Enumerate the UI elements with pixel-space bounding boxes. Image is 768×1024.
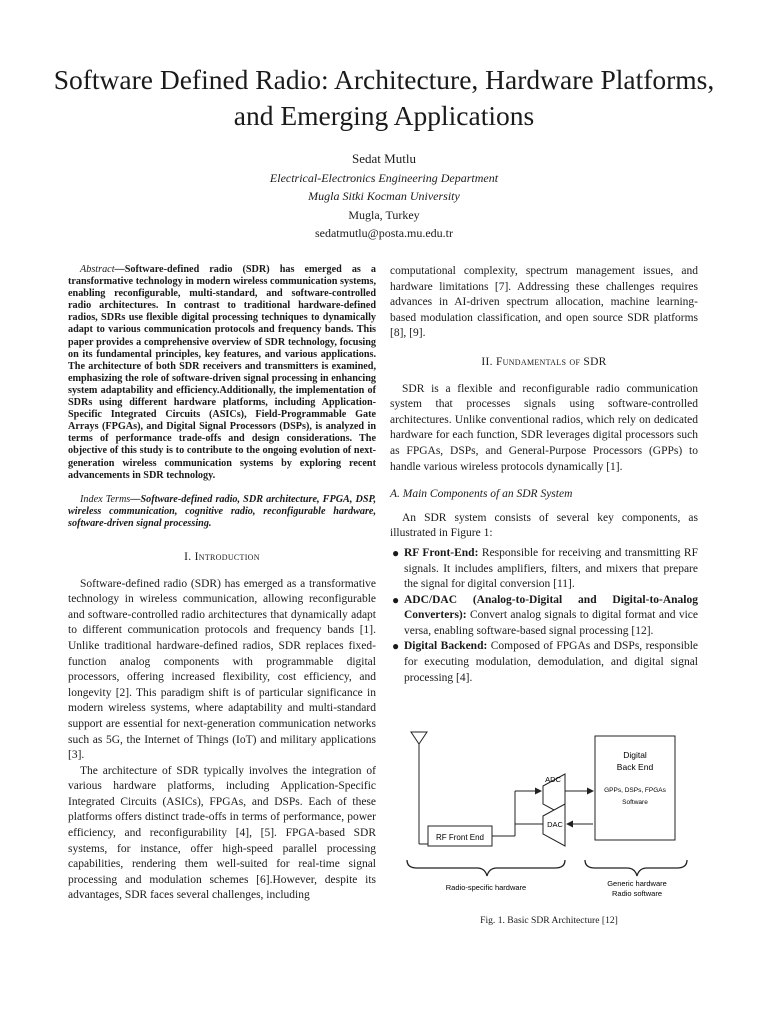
author-email: sedatmutlu@posta.mu.edu.tr <box>314 226 454 241</box>
left-column <box>68 264 376 904</box>
digital-label: Digital <box>623 750 647 760</box>
intro-paragraph-2: The architecture of SDR typically involves the integration of various hardware platforms, including Application-Specific Integrated Circuits (ASICs), FPGAs, and DSPs. Each of these platforms offers distinct trade-offs in terms of performance, power efficiency, and reconfigurability [4], [5]. FPGA-based SDR systems, for instance, offer high-speed parallel processing capabilities, rendering them well-suited for real-time signal processing and modulation schemes [6].However, despite its advantages, SDR faces several challenges, including <box>68 764 376 902</box>
radio-specific-hardware-label: Radio-specific hardware <box>445 883 527 892</box>
radio-specific-brace <box>407 860 565 876</box>
intro-paragraph-2-continued: computational complexity, spectrum management issues, and hardware limitations [7]. Addressing these challenges requires advances in AI-driven spectrum allocation, machine learning-based modulation classification, and open source SDR platforms [8], [9]. <box>390 265 698 340</box>
dac-label: DAC <box>547 820 563 829</box>
components-list <box>390 546 698 686</box>
author-block <box>184 150 584 243</box>
abstract-lead: Abstract <box>80 264 115 275</box>
section-heading-fundamentals: II. Fundamentals of SDR <box>481 355 607 368</box>
generic-hardware-label: Generic hardware <box>607 879 667 888</box>
gpps-dsps-fpgas-label: GPPs, DSPs, FPGAs <box>604 787 666 794</box>
section-heading-introduction: I. Introduction <box>184 550 260 563</box>
components-intro: An SDR system consists of several key components, as illustrated in Figure 1: <box>390 511 698 540</box>
generic-hardware-brace <box>585 860 687 876</box>
author-department: Electrical-Electronics Engineering Department <box>269 170 499 185</box>
intro-paragraph-1: Software-defined radio (SDR) has emerged as a transformative technology in wireless communication, allowing reconfigurable and software-controlled radio architectures that dynamically adapt to different communication protocols and frequency bands [1]. Unlike traditional hardware-defined radios, SDR replaces fixed-function analog components with programmable digital processors, offering increased flexibility, cost efficiency, and longevity [2]. This paradigm shift is of particular significance in modern wireless systems, where adaptability and multi-standard support are essential for next-generation communication networks such as 5G, the Internet of Things (IoT) and military applications [3]. <box>68 577 376 762</box>
antenna-icon <box>411 732 427 788</box>
software-label: Software <box>622 799 648 806</box>
abstract <box>68 264 376 482</box>
subsection-heading-components: A. Main Components of an SDR System <box>390 488 573 501</box>
fundamentals-paragraph: SDR is a flexible and reconfigurable radio communication system that processes signals using software-controlled architectures. Unlike conventional radios, which rely on dedicated hardware for each function, SDR leverages digital processors such as FPGAs, DSPs, and General-Purpose Processors (GPPs) to handle various wireless protocols dynamically [1]. <box>390 382 698 473</box>
figure-caption: Fig. 1. Basic SDR Architecture [12] <box>480 915 618 926</box>
list-item-rf-front-end: ● RF Front-End: Responsible for receiving and transmitting RF signals. It includes amplifiers, filters, and mixers that prepare the signal for digital conversion [11]. <box>392 545 699 591</box>
index-terms <box>68 494 376 530</box>
rf-front-end-label: RF Front End <box>435 833 485 842</box>
bullet-icon: ● <box>392 592 400 607</box>
author-name: Sedat Mutlu <box>352 151 416 166</box>
paper-title: Software Defined Radio: Architecture, Hardware Platforms, and Emerging Applications <box>53 64 715 131</box>
bullet-icon: ● <box>392 639 400 654</box>
index-terms-text: —Software-defined radio, SDR architecture, FPGA, DSP, wireless communication, cognitive radio, reconfigurable hardware, software-driven signal processing. <box>68 493 376 529</box>
radio-software-label: Radio software <box>611 889 663 898</box>
adc-label: ADC <box>545 775 561 784</box>
abstract-text: —Software-defined radio (SDR) has emerged as a transformative technology in modern wireless communication systems, enabling reconfigurable, multi-standard, and software-controlled radio architectures. In contrast to traditional hardware-defined radios, SDRs use flexible digital processing techniques to dynamically adapt to various communication protocols and frequency bands. This paper provides a comprehensive overview of SDR technology, focusing on its fundamental principles, key features, and various applications. The architecture of both SDR receivers and transmitters is examined, emphasizing the role of software-driven signal processing in enhancing system adaptability and efficiency.Additionally, the implementation of SDRs using different hardware platforms, including Application-Specific Integrated Circuits (ASICs), Field-Programmable Gate Arrays (FPGAs), and Digital Signal Processors (DSPs), is analyzed in terms of performance trade-offs and design considerations. The objective of this study is to contribute to the ongoing evolution of next-generation wireless communication systems by exploring recent advancements in SDR technology. <box>68 264 376 481</box>
list-item-digital-backend: ● Digital Backend: Composed of FPGAs and DSPs, responsible for executing modulation, demodulation, and digital signal processing [4]. <box>392 639 698 684</box>
back-end-label: Back End <box>616 762 654 772</box>
right-column <box>390 264 698 686</box>
bullet-icon: ● <box>392 545 400 560</box>
author-location: Mugla, Turkey <box>348 207 420 222</box>
index-terms-lead: Index Terms <box>80 493 131 505</box>
list-item-adc-dac: ● ADC/DAC (Analog-to-Digital and Digital-to-Analog Converters): Convert analog signals to digital format and vice versa, enabling software-based signal processing [12]. <box>392 592 698 637</box>
author-university: Mugla Sitki Kocman University <box>308 189 460 204</box>
figure-sdr-architecture <box>395 726 705 916</box>
figure-diagram <box>395 726 705 916</box>
